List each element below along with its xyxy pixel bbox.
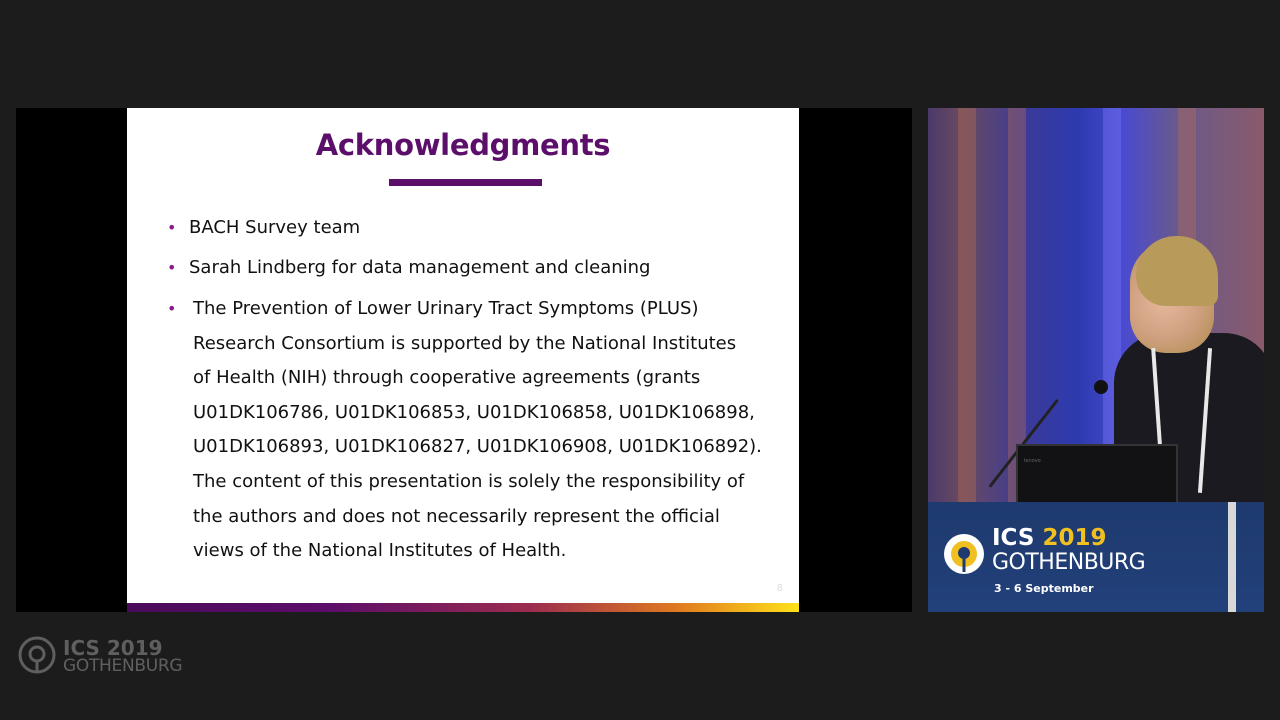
podium-edge	[1228, 502, 1236, 612]
bullet-item	[167, 248, 767, 288]
bullet-item	[167, 208, 767, 248]
laptop-brand: lenovo	[1024, 458, 1041, 464]
bullet-line: The Prevention of Lower Urinary Tract Symptoms (PLUS)	[193, 298, 699, 319]
watermark-title: ICS 2019	[63, 636, 163, 660]
bullet-text: BACH Survey team	[189, 217, 361, 238]
bullet-line: U01DK106893, U01DK106827, U01DK106908, U01DK106892).	[193, 436, 762, 458]
slide-frame	[16, 108, 912, 612]
bullet-line: views of the National Institutes of Health.	[193, 540, 567, 562]
page-number: 8	[776, 583, 783, 594]
bullet-item	[167, 292, 767, 569]
bullet-dot: •	[167, 218, 177, 237]
slide-title: Acknowledgments	[315, 128, 611, 162]
title-underline	[389, 179, 542, 186]
podium-title	[992, 525, 1106, 551]
watermark-city: GOTHENBURG	[63, 656, 183, 676]
bullet-text: Sarah Lindberg for data management and cleaning	[189, 257, 651, 278]
microphone-icon	[1094, 380, 1108, 394]
bullet-line: Research Consortium is supported by the National Institutes	[193, 332, 737, 354]
ics-logo-icon	[942, 532, 986, 576]
ics-watermark	[18, 636, 218, 680]
ics-watermark-icon	[18, 636, 56, 674]
podium-ics: ICS	[992, 525, 1035, 551]
bullet-list	[167, 208, 767, 569]
podium	[928, 502, 1264, 612]
bullet-dot: •	[167, 258, 177, 277]
presentation-slide	[127, 108, 799, 612]
bullet-line: the authors and does not necessarily represent the official	[193, 505, 720, 527]
podium-dates: 3 - 6 September	[994, 582, 1094, 595]
bullet-dot: •	[167, 299, 177, 318]
curtain-fold	[958, 108, 976, 528]
bullet-line: The content of this presentation is solely the responsibility of	[193, 470, 745, 492]
presenter-hair	[1136, 236, 1218, 306]
podium-year: 2019	[1042, 525, 1107, 551]
podium-city: GOTHENBURG	[992, 550, 1146, 575]
speaker-camera-view	[928, 108, 1264, 612]
bullet-line: of Health (NIH) through cooperative agreements (grants	[193, 367, 701, 389]
laptop	[1016, 444, 1178, 508]
bullet-line: U01DK106786, U01DK106853, U01DK106858, U01DK106898,	[193, 401, 755, 423]
gradient-bar	[127, 603, 799, 612]
